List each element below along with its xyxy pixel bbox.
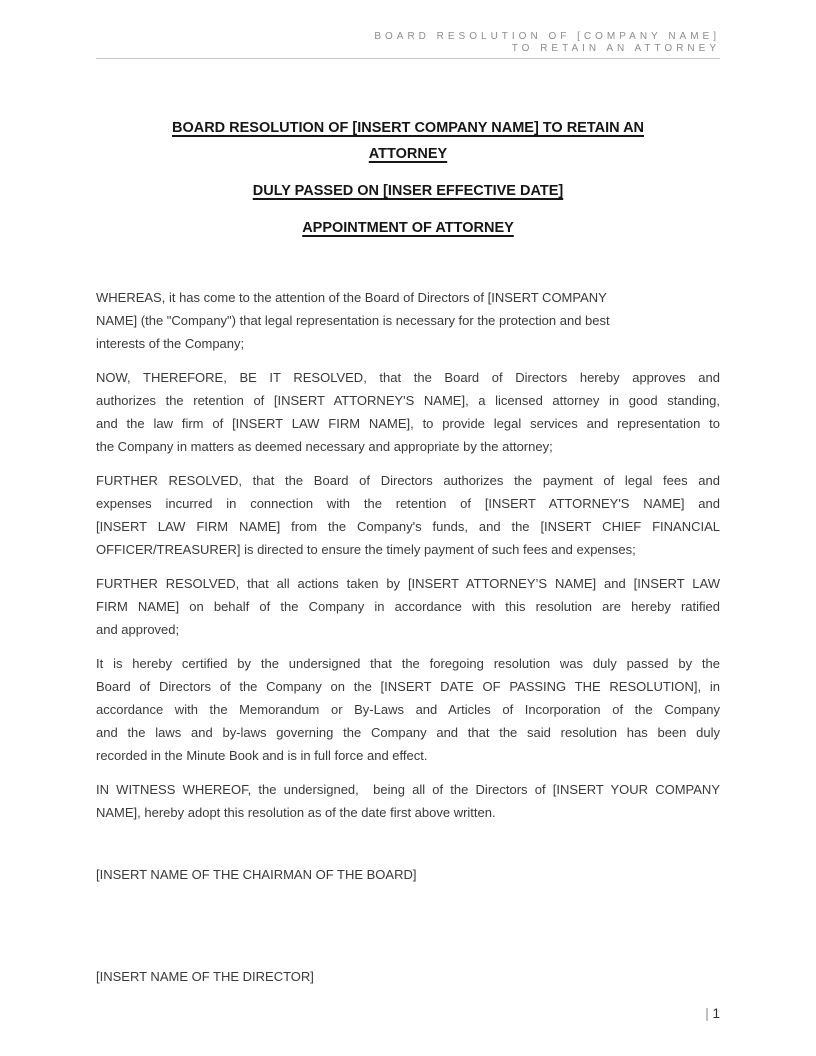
signature-chairman: [INSERT NAME OF THE CHAIRMAN OF THE BOARD] xyxy=(96,867,417,882)
paragraph-line: authorizes the retention of [INSERT ATTORNEY'S NAME], a licensed attorney in good standing, xyxy=(96,393,720,408)
paragraph-line: FURTHER RESOLVED, that all actions taken by [INSERT ATTORNEY’S NAME] and [INSERT LAW xyxy=(96,576,720,591)
document-heading-3 xyxy=(96,215,720,241)
running-header-line-2: TO RETAIN AN ATTORNEY xyxy=(511,43,720,54)
paragraph-line: [INSERT LAW FIRM NAME] from the Company's funds, and the [INSERT CHIEF FINANCIAL xyxy=(96,519,720,534)
paragraph-line: FURTHER RESOLVED, that the Board of Directors authorizes the payment of legal fees and xyxy=(96,473,720,488)
paragraph-line: expenses incurred in connection with the retention of [INSERT ATTORNEY'S NAME] and xyxy=(96,496,720,511)
heading-text: BOARD RESOLUTION OF [INSERT COMPANY NAME] TO RETAIN AN xyxy=(171,120,645,136)
paragraph xyxy=(96,572,720,641)
paragraph xyxy=(96,469,720,561)
paragraph-line: and the law firm of [INSERT LAW FIRM NAME], to provide legal services and representation to xyxy=(96,416,720,431)
paragraph-line: It is hereby certified by the undersigned that the foregoing resolution was duly passed by the xyxy=(96,656,720,671)
header-rule xyxy=(96,58,720,59)
paragraph-line: WHEREAS, it has come to the attention of the Board of Directors of [INSERT COMPANY xyxy=(96,290,607,305)
document-body xyxy=(96,286,720,824)
paragraph-line: IN WITNESS WHEREOF, the undersigned, being all of the Directors of [INSERT YOUR COMPANY xyxy=(96,782,720,797)
paragraph-line: recorded in the Minute Book and is in full force and effect. xyxy=(96,748,428,763)
paragraph xyxy=(96,778,720,824)
paragraph-line: the Company in matters as deemed necessary and appropriate by the attorney; xyxy=(96,439,553,454)
running-header-line-1: BOARD RESOLUTION OF [COMPANY NAME] xyxy=(374,31,720,42)
paragraph-line: interests of the Company; xyxy=(96,336,245,351)
paragraph xyxy=(96,286,720,355)
paragraph-line: FIRM NAME] on behalf of the Company in accordance with this resolution are hereby ratified xyxy=(96,599,720,614)
paragraph-line: OFFICER/TREASURER] is directed to ensure the timely payment of such fees and expenses; xyxy=(96,542,636,557)
heading-text: DULY PASSED ON [INSER EFFECTIVE DATE] xyxy=(252,183,564,199)
heading-text: APPOINTMENT OF ATTORNEY xyxy=(302,220,514,236)
paragraph-line: NAME] (the "Company") that legal representation is necessary for the protection and best xyxy=(96,313,610,328)
paragraph xyxy=(96,652,720,767)
paragraph-line: NAME], hereby adopt this resolution as of the date first above written. xyxy=(96,805,496,820)
signature-director: [INSERT NAME OF THE DIRECTOR] xyxy=(96,969,314,984)
paragraph-line: Board of Directors of the Company on the [INSERT DATE OF PASSING THE RESOLUTION], in xyxy=(96,679,720,694)
paragraph-line: accordance with the Memorandum or By-Laws and Articles of Incorporation of the Company xyxy=(96,702,720,717)
heading-line xyxy=(96,115,720,141)
page-footer xyxy=(705,1005,720,1022)
heading-line xyxy=(96,178,720,204)
footer-separator: | xyxy=(705,1006,709,1021)
footer-page-number: 1 xyxy=(712,1006,720,1021)
paragraph xyxy=(96,366,720,458)
paragraph-line: and the laws and by-laws governing the Company and that the said resolution has been duly xyxy=(96,725,720,740)
document-heading-2 xyxy=(96,178,720,204)
heading-text: ATTORNEY xyxy=(368,146,448,162)
title-block xyxy=(96,115,720,241)
paragraph-line: and approved; xyxy=(96,622,180,637)
heading-line xyxy=(96,215,720,241)
heading-line xyxy=(96,141,720,167)
paragraph-line: NOW, THEREFORE, BE IT RESOLVED, that the Board of Directors hereby approves and xyxy=(96,370,720,385)
running-header xyxy=(96,31,720,55)
document-heading-1 xyxy=(96,115,720,167)
